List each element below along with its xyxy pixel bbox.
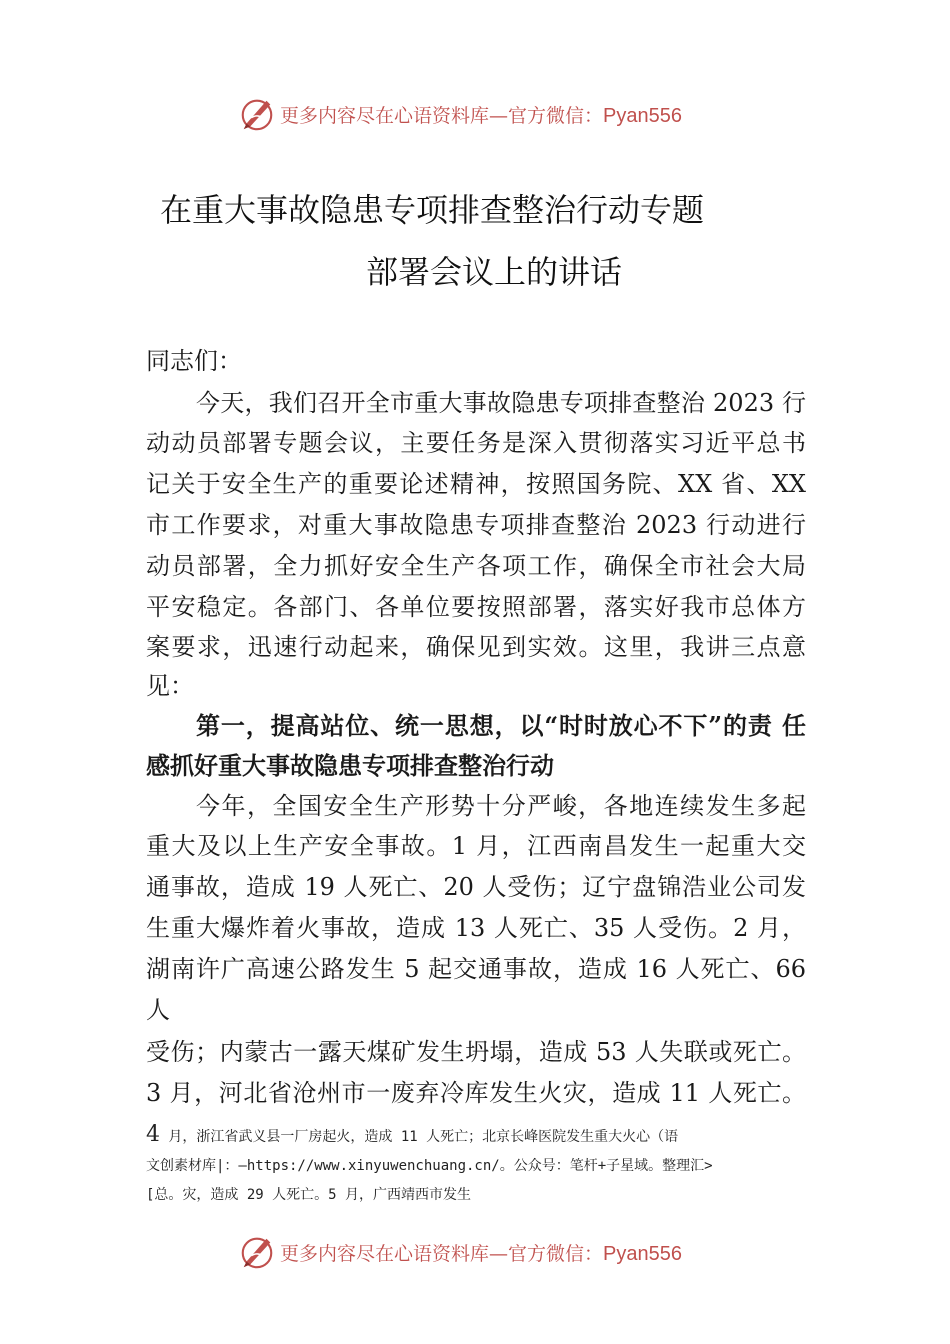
paragraph-line: 平安稳定。各部门、各单位要按照部署，落实好我市总体方 [146,593,806,621]
footnote-lead: 4 [146,1122,160,1147]
paragraph-line: 受伤；内蒙古一露天煤矿发生坍塌，造成 53 人失联或死亡。 [146,1038,806,1066]
header-banner [238,94,682,134]
banner-text: 更多内容尽在心语资料库—官方微信：Pyan556 [280,104,682,127]
paragraph-line: 今天，我们召开全市重大事故隐患专项排查整治 2023 行 [196,389,806,417]
paragraph-line: 动动员部署专题会议，主要任务是深入贯彻落实习近平总书 [146,429,806,457]
pen-logo-icon [238,1233,276,1271]
wechat-id: Pyan556 [603,1242,682,1265]
footer-banner [238,1232,682,1272]
document-title-line-1: 在重大事故隐患专项排查整治行动专题 [160,191,705,229]
paragraph-line: 市工作要求，对重大事故隐患专项排查整治 2023 行动进行 [146,511,806,539]
section-heading-line: 第一，提高站位、统一思想，以“时时放心不下”的责 任 [196,711,806,740]
document-title-line-2: 部署会议上的讲话 [365,253,622,291]
paragraph-line: 3 月，河北省沧州市一废弃冷库发生火灾，造成 11 人死亡。 [146,1079,806,1107]
pen-logo-icon [238,95,276,133]
section-heading-line: 感抓好重大事故隐患专项排查整治行动 [146,751,554,780]
paragraph-line: 记关于安全生产的重要论述精神，按照国务院、XX 省、XX [146,470,806,498]
banner-text: 更多内容尽在心语资料库—官方微信：Pyan556 [280,1242,682,1265]
paragraph-line: 人 [146,996,170,1024]
paragraph-line: 见： [146,672,194,700]
wechat-id: Pyan556 [603,104,682,127]
footnote-line: [总。灾，造成 29 人死亡。5 月，广西靖西市发生 [146,1187,471,1203]
paragraph-line: 今年，全国安全生产形势十分严峻，各地连续发生多起 [196,792,806,820]
paragraph-line: 生重大爆炸着火事故，造成 13 人死亡、35 人受伤。2 月， [146,914,806,942]
paragraph-line: 案要求，迅速行动起来，确保见到实效。这里，我讲三点意 [146,633,806,661]
paragraph-line: 湖南许广高速公路发生 5 起交通事故，造成 16 人死亡、66 [146,955,806,983]
paragraph-line: 动员部署，全力抓好安全生产各项工作，确保全市社会大局 [146,552,806,580]
paragraph-line: 通事故，造成 19 人死亡、20 人受伤；辽宁盘锦浩业公司发 [146,873,806,901]
salutation: 同志们： [146,347,242,375]
footnote-line: 文创素材库|：—https://www.xinyuwenchuang.cn/。公众号：笔杆+子星域。整理汇> [146,1158,713,1174]
footnote-line: 4 月，浙江省武义县一厂房起火，造成 11 人死亡；北京长峰医院发生重大火心（语 [146,1122,679,1147]
paragraph-line: 重大及以上生产安全事故。1 月，江西南昌发生一起重大交 [146,832,806,860]
